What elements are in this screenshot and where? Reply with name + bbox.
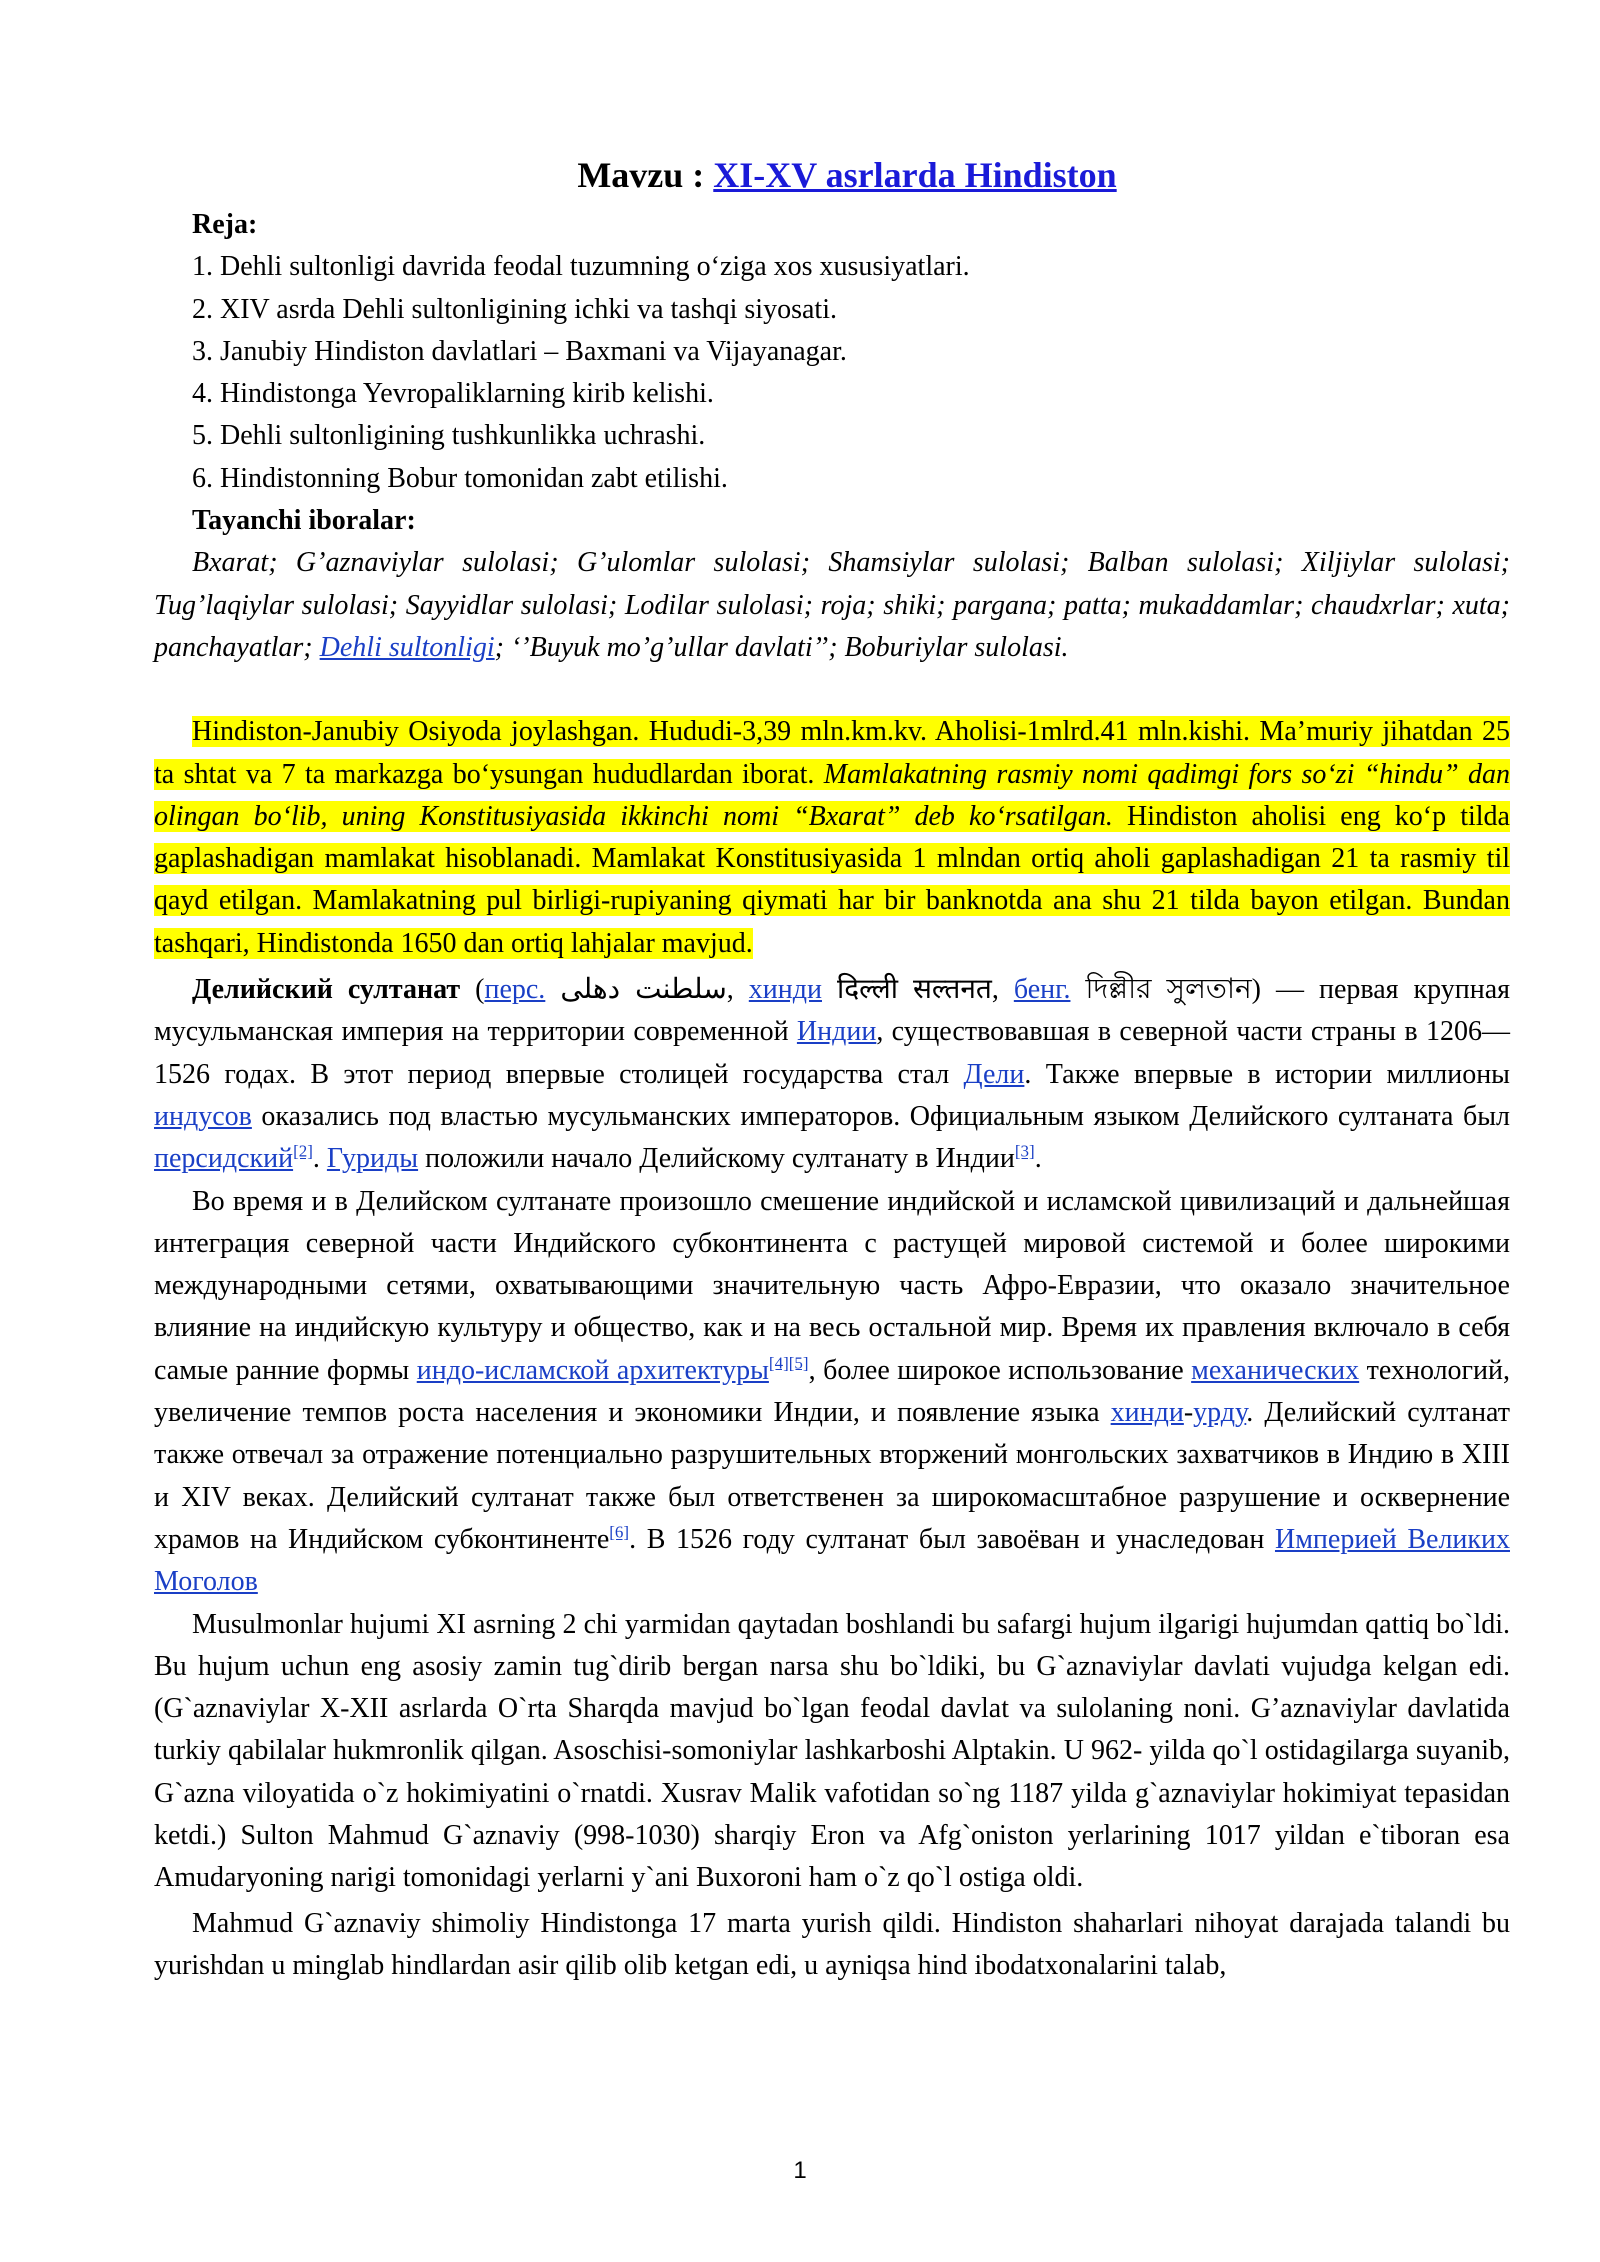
link-mughal-empire[interactable]: Империей Великих Моголов <box>154 1523 1510 1598</box>
link-india[interactable]: Индии <box>796 1016 877 1048</box>
text: . В 1526 году султанат был завоёван и унаследован <box>629 1523 1275 1555</box>
text: , существовавшая в северной части страны в 1206—1526 годах. В этот период впервые столицей государства стал <box>154 1016 1510 1090</box>
text: - <box>1183 1397 1194 1429</box>
intro-italic-text: Mamlakatning rasmiy nomi qadimgi fors so‘zi “hindu” dan olingan bo‘lib, uning Konstitusiyasida ikkinchi nomi “Bxarat” deb ko‘rsatilgan. <box>154 758 1511 832</box>
plan-item: 3. Janubiy Hindiston davlatlari – Baxmani va Vijayanagar. <box>192 335 847 367</box>
keywords-text: Bxarat; G’aznaviylar sulolasi; G’ulomlar sulolasi; Shamsiylar sulolasi; Balban sulolasi; Xiljiylar sulolasi; Tug’laqiylar sulolasi; Sayyidlar sulolasi; Lodilar sulolasi; roja; shiki; pargana; patta; mukaddamlar; chaudxrlar; xuta; panchayatlar; <box>154 547 1510 663</box>
text: . <box>312 1143 327 1175</box>
plan-item: 5. Dehli sultonligining tushkunlikka uchrashi. <box>192 420 706 452</box>
text: технологий, увеличение темпов роста населения и экономики Индии, и появление языка <box>154 1354 1511 1429</box>
plan-item: 6. Hindistonning Bobur tomonidan zabt etilishi. <box>192 462 728 494</box>
text: . <box>1034 1143 1042 1175</box>
paragraph-gap <box>154 669 1510 711</box>
keywords-link-dehli[interactable]: Dehli sultonligi <box>319 631 495 663</box>
page-number: 1 <box>793 2157 807 2184</box>
link-urdu[interactable]: урду <box>1193 1397 1247 1429</box>
link-hindus[interactable]: индусов <box>154 1100 252 1132</box>
ru-paragraph-2 <box>154 1181 1510 1604</box>
text: , более широкое использование <box>808 1354 1192 1386</box>
link-hindi[interactable]: хинди <box>1110 1397 1184 1429</box>
link-indo-islamic-architecture[interactable]: индо-исламской архитектуры <box>416 1354 769 1386</box>
title-prefix: Mavzu : <box>577 155 714 195</box>
text: سلطنت دهلی, <box>545 974 749 1006</box>
intro-paragraph <box>154 711 1510 965</box>
footnote-ref[interactable]: [3] <box>1014 1141 1035 1161</box>
plan-heading: Reja: <box>192 209 258 240</box>
text: положили начало Делийскому султанату в Индии <box>418 1143 1015 1175</box>
uz-paragraph-2: Mahmud G`aznaviy shimoliy Hindistonga 17 marta yurish qildi. Hindiston shaharlari nihoyat darajada talandi bu yurishdan u minglab hindlardan asir qilib olib ketgan edi, u ayniqsa hind ibodatxonalarini talab, <box>154 1907 1510 1981</box>
plan-item: 1. Dehli sultonligi davrida feodal tuzumning o‘ziga xos xususiyatlari. <box>192 251 970 283</box>
plan-item: 2. XIV asrda Dehli sultonligining ichki va tashqi siyosati. <box>192 293 837 325</box>
footnote-ref[interactable]: [6] <box>609 1522 630 1542</box>
keywords-heading: Tayanchi iboralar: <box>192 505 416 537</box>
text: दिल्ली सल्तनत, <box>822 974 1014 1006</box>
text: ( <box>460 974 485 1006</box>
link-hindi[interactable]: хинди <box>748 974 822 1006</box>
link-deli[interactable]: Дели <box>963 1058 1025 1090</box>
plan-item: 4. Hindistonga Yevropaliklarning kirib kelishi. <box>192 378 714 410</box>
page-title <box>184 150 1510 204</box>
keywords-text: ; ‘’Buyuk mo’g’ullar davlati’’; Boburiylar sulolasi. <box>494 631 1069 663</box>
page-content <box>154 150 1510 1987</box>
intro-text: Hindiston aholisi eng ko‘p tilda gaplashadigan mamlakat hisoblanadi. Mamlakat Konstitusiyasida 1 mlndan ortiq aholi gaplashadigan 21 ta rasmiy til qayd etilgan. Mamlakatning pul birligi-rupiyaning qiymati har bir banknotda ana shu 21 tilda bayon etilgan. Bundan tashqari, Hindistonda 1650 dan ortiq lahjalar mavjud. <box>154 800 1510 959</box>
link-ghurids[interactable]: Гуриды <box>326 1143 419 1175</box>
text: . Делийский султанат также отвечал за отражение потенциально разрушительных вторжений монгольских захватчиков в Индию в XIII и XIV веках. Делийский султанат также был ответственен за широкомасштабное разрушение и осквернение храмов на Индийском субконтиненте <box>154 1397 1510 1555</box>
sultanate-term: Делийский султанат <box>192 974 461 1006</box>
link-pers[interactable]: перс. <box>484 974 546 1006</box>
uz-paragraph-1: Musulmonlar hujumi XI asrning 2 chi yarmidan qaytadan boshlandi bu safargi hujum ilgarigi hujumdan qattiq bo`ldi. Bu hujum uchun eng asosiy zamin tug`dirib bergan narsa shu bo`ldiki, bu G`aznaviylar davlati vujudga kelgan edi. (G`aznaviylar X-XII asrlarda O`rta Sharqda mavjud bo`lgan feodal davlat va sulolaning noni. G’aznaviylar davlatida turkiy qabilalar hukmronlik qilgan. Asoschisi-somoniylar lashkarboshi Alptakin. U 962- yilda qo`l ostidagilarga suyanib, G`azna viloyatida o`z hokimiyatini o`rnatdi. Xusrav Malik vafotidan so`ng 1187 yilda g`aznaviylar hokimiyat tepasidan ketdi.) Sulton Mahmud G`aznaviy (998-1030) sharqiy Eron va Afg`oniston yerlarining 1017 yildan e`tiboran esa Amudaryoning narigi tomonidagi yerlarni y`ani Buxoroni ham o`z qo`l ostiga oldi. <box>154 1608 1510 1894</box>
keywords-paragraph <box>154 542 1510 669</box>
link-beng[interactable]: бенг. <box>1013 974 1071 1006</box>
text: দিল্লীর সুলতান) — первая крупная мусульманская империя на территории современной <box>154 974 1511 1048</box>
intro-text: Hindiston-Janubiy Osiyoda joylashgan. Hududi-3,39 mln.km.kv. Aholisi-1mlrd.41 mln.kishi. Ma’muriy jihatdan 25 ta shtat va 7 ta markazga bo‘ysungan hududlardan iborat. <box>154 716 1510 790</box>
footnote-ref[interactable]: [4][5] <box>768 1353 809 1373</box>
title-link[interactable]: XI-XV asrlarda Hindiston <box>713 155 1117 195</box>
text: Во время и в Делийском султанате произошло смешение индийской и исламской цивилизаций и дальнейшая интеграция северной части Индийского субконтинента с растущей мировой системой и более широкими международными сетями, охватывающими значительную часть Афро-Евразии, что оказало значительное влияние на индийскую культуру и общество, как и на весь остальной мир. Время их правления включало в себя самые ранние формы <box>154 1185 1510 1386</box>
ru-paragraph-1 <box>154 969 1510 1180</box>
text: . Также впервые в истории миллионы <box>1024 1058 1510 1090</box>
footnote-ref[interactable]: [2] <box>293 1141 313 1161</box>
link-persian[interactable]: персидский <box>154 1143 294 1175</box>
link-mechanical[interactable]: механических <box>1191 1354 1360 1386</box>
text: оказались под властью мусульманских императоров. Официальным языком Делийского султаната был <box>251 1100 1510 1132</box>
